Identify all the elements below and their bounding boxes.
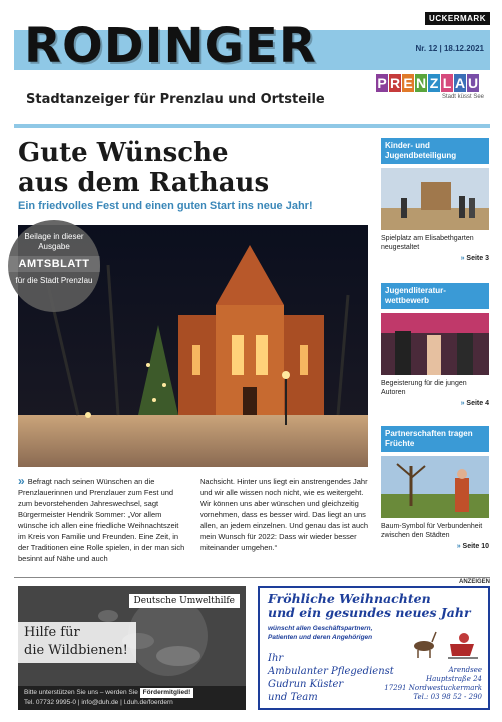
- issue-date: Nr. 12 | 18.12.2021: [415, 44, 484, 53]
- provider-line-2: Ambulanter Pflegedienst: [268, 666, 394, 677]
- page-ref: Seite 10: [462, 543, 489, 550]
- address-line-4[interactable]: Tel.: 03 98 52 - 290: [413, 693, 482, 701]
- sidebar-heading: Jugendliteratur-wettbewerb: [381, 283, 489, 309]
- page-ref: Seite 4: [466, 400, 489, 407]
- sidebar-caption: Spielplatz am Elisabethgarten neugestaltet: [381, 235, 474, 251]
- sidebar-item-partnerschaften[interactable]: [381, 426, 489, 550]
- sidebar-heading: Kinder- und Jugendbeteiligung: [381, 138, 489, 164]
- duh-logo: Deutsche Umwelthilfe: [129, 594, 240, 608]
- address-line-2: Hauptstraße 24: [426, 675, 482, 683]
- region-badge: UCKERMARK: [425, 12, 490, 25]
- duh-ad[interactable]: [18, 586, 246, 710]
- header-rule: [14, 124, 490, 128]
- lead-headline: [18, 138, 358, 198]
- sidebar-page-link[interactable]: [381, 400, 489, 407]
- logo-letter: R: [389, 75, 401, 91]
- sidebar-page-link[interactable]: [381, 543, 489, 550]
- badge-line-3: für die Stadt Prenzlau: [15, 276, 93, 285]
- logo-tagline: Stadt küsst See: [441, 94, 484, 100]
- logo-letter: A: [454, 75, 466, 91]
- logo-letter: U: [467, 75, 479, 91]
- page-ref: Seite 3: [466, 255, 489, 262]
- greeting-title-1: Fröhliche Weihnachten: [268, 591, 431, 606]
- sidebar-caption: Baum-Symbol für Verbundenheit zwischen den Städten: [381, 523, 483, 539]
- reindeer-sleigh-icon: [404, 622, 482, 662]
- duh-footer: [18, 686, 246, 710]
- article-text-1: Befragt nach seinen Wünschen an die Prenzlauerinnen und Prenzlauer zum Fest und zum bevorstehenden Jahreswechsel, sagt Bürgermeister Hendrik Sommer: „Vor allem wünsche ich allen eine friedliche Weihnachtszeit im Kreis von Familie und Freunden. Eine Zeit, in der Traditionen eine Rolle spielen, in der man sich besinnt auf Nähe und auch: [18, 477, 185, 563]
- lead-arrow-icon: »: [18, 474, 25, 488]
- tree-planting-photo: [381, 456, 489, 518]
- greeting-subtitle: [268, 624, 372, 642]
- duh-support-line: [24, 688, 240, 698]
- prenzlau-logo: [376, 74, 486, 118]
- ads-divider: [14, 577, 490, 578]
- logo-letter: L: [442, 75, 452, 91]
- duh-headline-2: die Wildbienen!: [24, 643, 128, 658]
- duh-headline: [18, 622, 136, 663]
- newspaper-subtitle: Stadtanzeiger für Prenzlau und Ortsteile: [26, 92, 325, 107]
- headline-line-2: aus dem Rathaus: [18, 168, 270, 198]
- sidebar-item-literatur[interactable]: [381, 283, 489, 407]
- playground-photo: [381, 168, 489, 230]
- greeting-title-2: und ein gesundes neues Jahr: [268, 605, 471, 620]
- logo-letter: E: [403, 75, 413, 91]
- provider-line-4: und Team: [268, 692, 318, 703]
- logo-letter: P: [377, 75, 387, 91]
- greeting-title: [268, 592, 471, 620]
- pflegedienst-ad[interactable]: [258, 586, 490, 710]
- headline-line-1: Gute Wünsche: [18, 138, 229, 168]
- article-column-2: Nachsicht. Hinter uns liegt ein anstrengendes Jahr und wir alle wissen noch nicht, wie es weitergeht. Wir können uns aber wünschen und gleichzeitig vornehmen, dass es besser wird. Das liegt an uns allen, an jedem einzelnen. Und genau das ist auch mein Wunsch für 2022: Dass wir wieder besser miteinander umgehen.“: [200, 477, 369, 552]
- badge-line-1: Beilage in dieser Ausgabe: [24, 232, 84, 251]
- arrow-icon: »: [460, 255, 467, 262]
- article-column-1: [18, 476, 188, 564]
- logo-letters: [376, 74, 486, 92]
- logo-letter: N: [415, 75, 427, 91]
- badge-line-2: AMTSBLATT: [8, 256, 100, 272]
- provider-name: [268, 652, 394, 704]
- duh-support-text: Bitte unterstützen Sie uns – werden Sie: [24, 689, 138, 696]
- logo-letter: Z: [429, 75, 439, 91]
- masthead: [14, 12, 490, 120]
- duh-contact[interactable]: Tel. 07732 9995-0 | info@duh.de | l.duh.de/foerdern: [24, 699, 173, 706]
- arrow-icon: »: [456, 543, 463, 550]
- provider-line-1: Ihr: [268, 653, 284, 664]
- address-line-3: 17291 Nordwestuckermark: [384, 684, 482, 692]
- greeting-sub-2: Patienten und deren Angehörigen: [268, 634, 373, 641]
- provider-line-3: Gudrun Küster: [268, 679, 344, 690]
- ads-label: ANZEIGEN: [458, 579, 490, 585]
- greeting-sub-1: wünscht allen Geschäftspartnern,: [268, 625, 373, 632]
- provider-address: [384, 666, 482, 702]
- lead-deck: Ein friedvolles Fest und einen guten Start ins neue Jahr!: [18, 200, 313, 212]
- sidebar-item-kinder[interactable]: [381, 138, 489, 262]
- amtsblatt-badge[interactable]: [8, 220, 100, 312]
- become-member-button[interactable]: Fördermitglied!: [140, 688, 194, 698]
- authors-photo: [381, 313, 489, 375]
- sidebar-page-link[interactable]: [381, 255, 489, 262]
- address-line-1: Arendsee: [448, 666, 482, 674]
- sidebar-caption: Begeisterung für die jungen Autoren: [381, 380, 467, 396]
- newspaper-title: RODINGER: [24, 18, 317, 74]
- arrow-icon: »: [460, 400, 467, 407]
- sidebar-heading: Partnerschaften tragen Früchte: [381, 426, 489, 452]
- duh-headline-1: Hilfe für: [24, 625, 80, 640]
